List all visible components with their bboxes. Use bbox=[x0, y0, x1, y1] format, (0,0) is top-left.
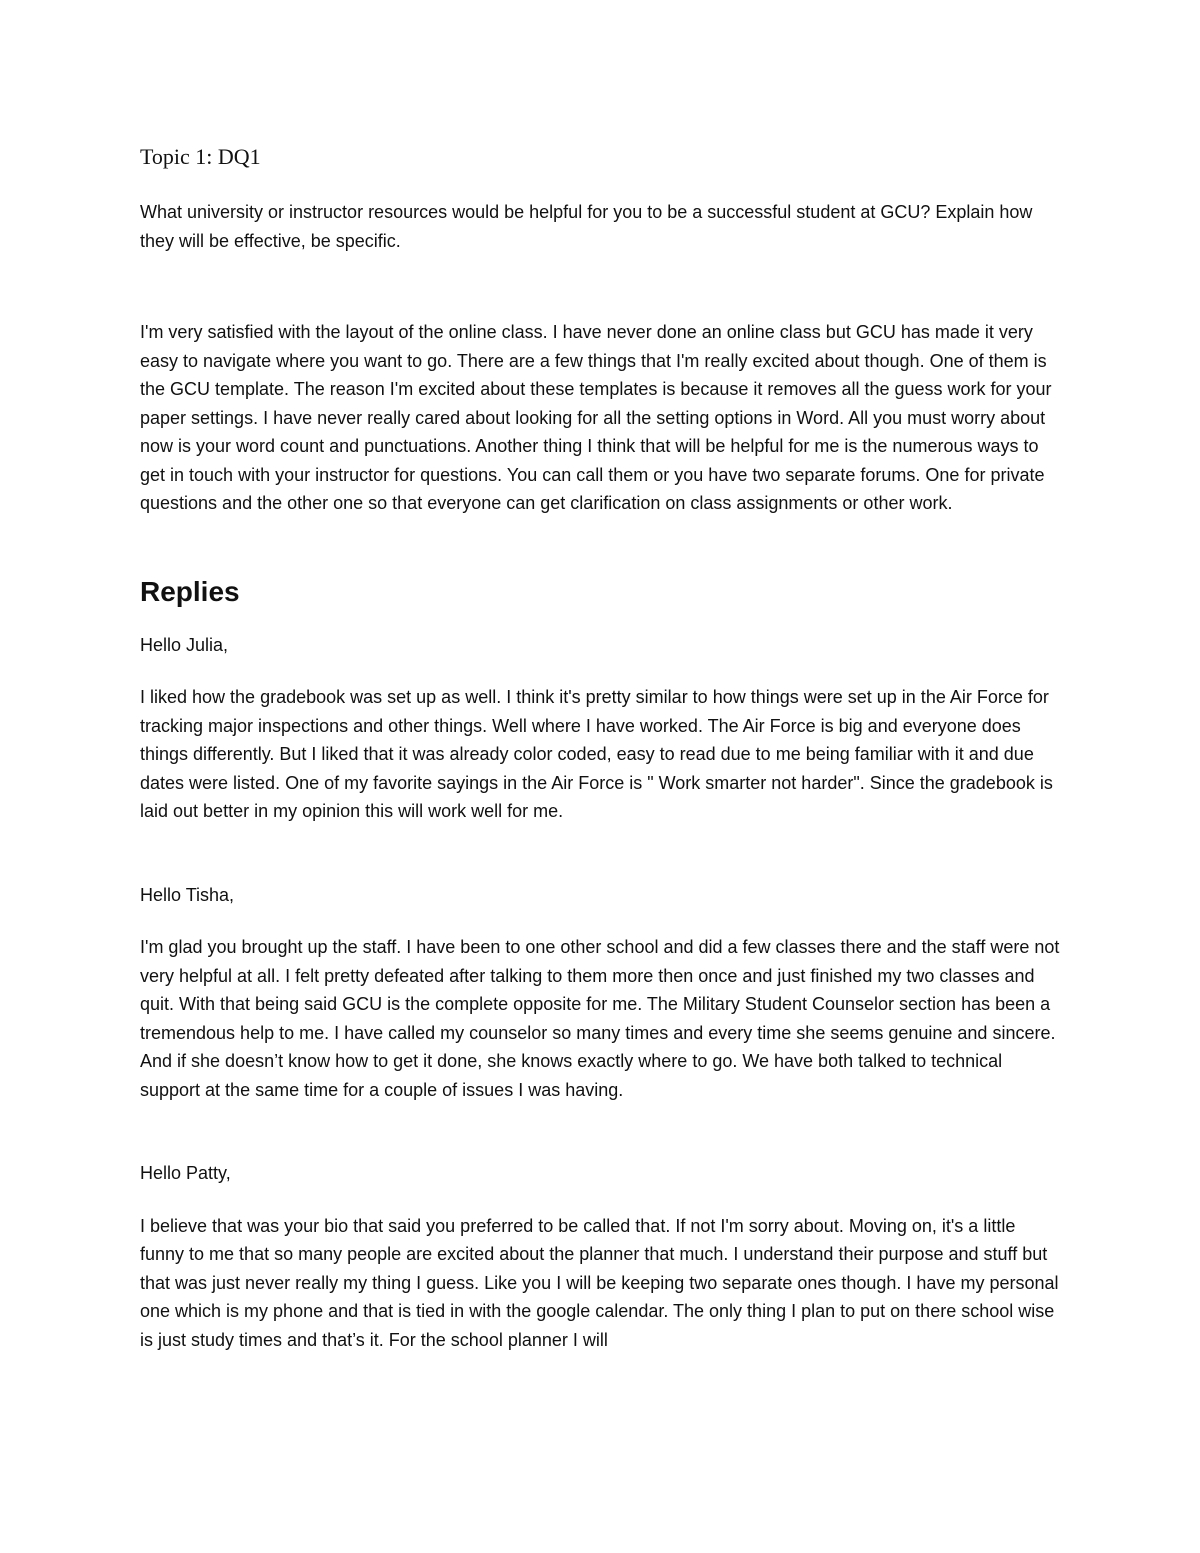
discussion-answer: I'm very satisfied with the layout of the online class. I have never done an online class but GCU has made it very easy to navigate where you want to go. There are a few things that I'm really excited about though. One of them is the GCU template. The reason I'm excited about these templates is because it removes all the guess work for your paper settings. I have never really cared about looking for all the setting options in Word. All you must worry about now is your word count and punctuations. Another thing I think that will be helpful for me is the numerous ways to get in touch with your instructor for questions. You can call them or you have two separate forums. One for private questions and the other one so that everyone can get clarification on class assignments or other work. bbox=[140, 322, 1052, 513]
reply-patty bbox=[140, 1159, 1060, 1354]
reply-julia bbox=[140, 631, 1060, 826]
reply-body: I'm glad you brought up the staff. I have been to one other school and did a few classes there and the staff were not very helpful at all. I felt pretty defeated after talking to them more then once and just finished my two classes and quit. With that being said GCU is the complete opposite for me. The Military Student Counselor section has been a tremendous help to me. I have called my counselor so many times and every time she seems genuine and sincere. And if she doesn’t know how to get it done, she knows exactly where to go. We have both talked to technical support at the same time for a couple of issues I was having. bbox=[140, 937, 1060, 1100]
topic-title: Topic 1: DQ1 bbox=[140, 144, 261, 169]
reply-greeting: Hello Patty, bbox=[140, 1163, 231, 1183]
reply-greeting: Hello Julia, bbox=[140, 634, 229, 655]
document-page bbox=[140, 140, 1060, 1409]
replies-heading: Replies bbox=[140, 575, 240, 607]
reply-tisha bbox=[140, 881, 1060, 1105]
discussion-prompt: What university or instructor resources would be helpful for you to be a successful student at GCU? Explain how they will be effective, be specific. bbox=[140, 202, 1033, 251]
reply-body: I believe that was your bio that said you preferred to be called that. If not I'm sorry about. Moving on, it's a little funny to me that so many people are excited about the planner that much. I understand their purpose and stuff but that was just never really my thing I guess. Like you I will be keeping two separate ones though. I have my personal one which is my phone and that is tied in with the google calendar. The only thing I plan to put on there school wise is just study times and that’s it. For the school planner I will bbox=[140, 1215, 1059, 1350]
reply-greeting: Hello Tisha, bbox=[140, 884, 235, 905]
reply-body: I liked how the gradebook was set up as well. I think it's pretty similar to how things were set up in the Air Force for tracking major inspections and other things. Well where I have worked. The Air Force is big and everyone does things differently. But I liked that it was already color coded, easy to read due to me being familiar with it and due dates were listed. One of my favorite sayings in the Air Force is " Work smarter not harder". Since the gradebook is laid out better in my opinion this will work well for me. bbox=[140, 687, 1053, 821]
